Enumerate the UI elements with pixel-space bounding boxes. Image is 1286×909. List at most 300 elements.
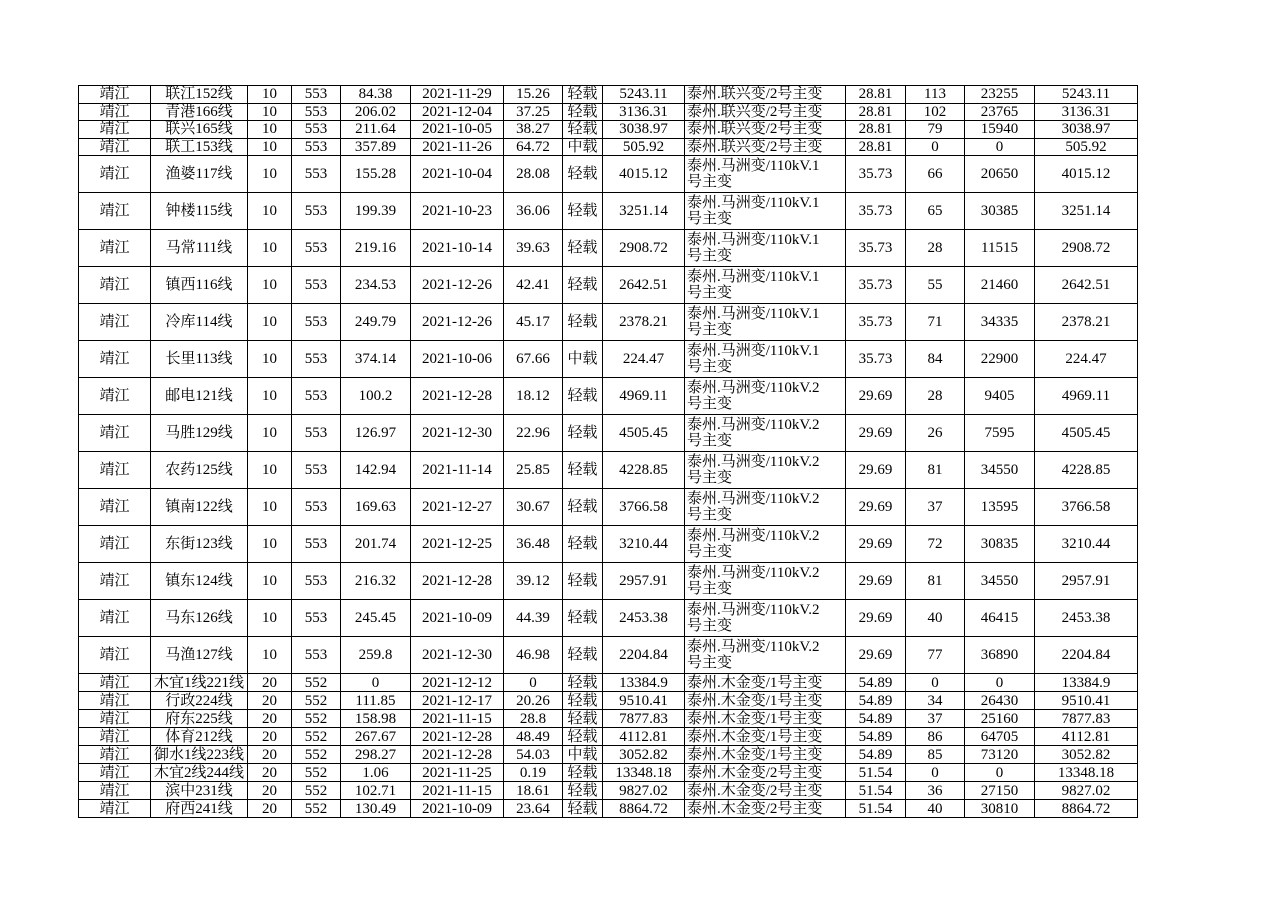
cell-value-1: 102.71 [341, 782, 411, 800]
cell-value-1: 374.14 [341, 341, 411, 378]
cell-value-1: 259.8 [341, 637, 411, 674]
cell-transformer: 泰州.马洲变/110kV.2号主变 [685, 526, 846, 563]
cell-rate: 18.12 [504, 378, 563, 415]
cell-load-status: 轻载 [563, 304, 603, 341]
cell-voltage: 10 [248, 452, 292, 489]
cell-transformer-rate: 29.69 [846, 563, 906, 600]
cell-value-1: 111.85 [341, 692, 411, 710]
cell-date: 2021-12-30 [411, 415, 504, 452]
cell-voltage: 10 [248, 600, 292, 637]
cell-feeder-name: 渔婆117线 [151, 156, 248, 193]
cell-count: 37 [906, 710, 965, 728]
cell-count: 28 [906, 378, 965, 415]
cell-load-status: 轻载 [563, 156, 603, 193]
cell-feeder-name: 马胜129线 [151, 415, 248, 452]
cell-voltage: 10 [248, 341, 292, 378]
cell-value-3: 23255 [965, 86, 1035, 104]
cell-transformer: 泰州.马洲变/110kV.1号主变 [685, 193, 846, 230]
cell-value-1: 130.49 [341, 800, 411, 818]
cell-load-status: 轻载 [563, 121, 603, 139]
table-row [79, 563, 1138, 600]
cell-voltage: 20 [248, 692, 292, 710]
data-table [78, 85, 1138, 818]
cell-transformer-rate: 51.54 [846, 764, 906, 782]
cell-region: 靖江 [79, 86, 151, 104]
cell-transformer: 泰州.马洲变/110kV.1号主变 [685, 304, 846, 341]
cell-transformer-rate: 28.81 [846, 103, 906, 121]
cell-date: 2021-10-06 [411, 341, 504, 378]
cell-feeder-name: 滨中231线 [151, 782, 248, 800]
cell-rate: 64.72 [504, 138, 563, 156]
cell-region: 靖江 [79, 121, 151, 139]
cell-date: 2021-11-26 [411, 138, 504, 156]
cell-feeder-name: 镇东124线 [151, 563, 248, 600]
cell-load-status: 轻载 [563, 230, 603, 267]
cell-rate: 67.66 [504, 341, 563, 378]
cell-count: 40 [906, 600, 965, 637]
table-row [79, 103, 1138, 121]
cell-value-1: 158.98 [341, 710, 411, 728]
cell-region: 靖江 [79, 193, 151, 230]
cell-value-2: 13348.18 [603, 764, 685, 782]
cell-date: 2021-12-25 [411, 526, 504, 563]
cell-transformer: 泰州.马洲变/110kV.1号主变 [685, 267, 846, 304]
cell-transformer-rate: 35.73 [846, 304, 906, 341]
cell-count: 77 [906, 637, 965, 674]
cell-value-4: 13384.9 [1035, 674, 1138, 692]
cell-region: 靖江 [79, 782, 151, 800]
cell-count: 81 [906, 452, 965, 489]
cell-count: 0 [906, 764, 965, 782]
cell-date: 2021-12-28 [411, 746, 504, 764]
cell-feeder-name: 马常111线 [151, 230, 248, 267]
cell-value-2: 3210.44 [603, 526, 685, 563]
cell-region: 靖江 [79, 415, 151, 452]
cell-code: 553 [292, 489, 341, 526]
cell-code: 553 [292, 452, 341, 489]
cell-region: 靖江 [79, 156, 151, 193]
cell-code: 552 [292, 764, 341, 782]
cell-date: 2021-10-23 [411, 193, 504, 230]
cell-value-3: 25160 [965, 710, 1035, 728]
cell-value-3: 46415 [965, 600, 1035, 637]
table-row [79, 156, 1138, 193]
cell-region: 靖江 [79, 138, 151, 156]
cell-value-4: 2642.51 [1035, 267, 1138, 304]
cell-transformer-rate: 35.73 [846, 193, 906, 230]
cell-value-2: 7877.83 [603, 710, 685, 728]
cell-rate: 23.64 [504, 800, 563, 818]
table-row [79, 800, 1138, 818]
cell-value-4: 8864.72 [1035, 800, 1138, 818]
cell-transformer: 泰州.马洲变/110kV.2号主变 [685, 452, 846, 489]
cell-code: 552 [292, 710, 341, 728]
cell-value-4: 505.92 [1035, 138, 1138, 156]
cell-load-status: 轻载 [563, 193, 603, 230]
table-row [79, 452, 1138, 489]
cell-value-4: 2908.72 [1035, 230, 1138, 267]
cell-transformer: 泰州.联兴变/2号主变 [685, 103, 846, 121]
cell-transformer: 泰州.木金变/2号主变 [685, 764, 846, 782]
cell-transformer-rate: 28.81 [846, 86, 906, 104]
cell-transformer: 泰州.联兴变/2号主变 [685, 86, 846, 104]
cell-value-3: 36890 [965, 637, 1035, 674]
cell-region: 靖江 [79, 526, 151, 563]
cell-date: 2021-10-14 [411, 230, 504, 267]
cell-region: 靖江 [79, 692, 151, 710]
cell-value-1: 298.27 [341, 746, 411, 764]
cell-value-4: 4015.12 [1035, 156, 1138, 193]
cell-value-3: 30835 [965, 526, 1035, 563]
cell-feeder-name: 联工153线 [151, 138, 248, 156]
cell-date: 2021-10-05 [411, 121, 504, 139]
cell-rate: 36.06 [504, 193, 563, 230]
cell-date: 2021-10-04 [411, 156, 504, 193]
cell-feeder-name: 东街123线 [151, 526, 248, 563]
cell-value-1: 245.45 [341, 600, 411, 637]
cell-value-1: 126.97 [341, 415, 411, 452]
cell-value-3: 21460 [965, 267, 1035, 304]
cell-date: 2021-12-28 [411, 563, 504, 600]
cell-code: 553 [292, 86, 341, 104]
cell-feeder-name: 联江152线 [151, 86, 248, 104]
cell-code: 553 [292, 526, 341, 563]
cell-value-2: 3052.82 [603, 746, 685, 764]
cell-count: 79 [906, 121, 965, 139]
cell-code: 553 [292, 304, 341, 341]
cell-code: 553 [292, 637, 341, 674]
cell-load-status: 轻载 [563, 637, 603, 674]
cell-rate: 30.67 [504, 489, 563, 526]
cell-load-status: 轻载 [563, 489, 603, 526]
cell-value-1: 219.16 [341, 230, 411, 267]
cell-value-3: 11515 [965, 230, 1035, 267]
cell-load-status: 轻载 [563, 563, 603, 600]
cell-date: 2021-11-14 [411, 452, 504, 489]
table-row [79, 526, 1138, 563]
table-row [79, 692, 1138, 710]
cell-value-4: 9827.02 [1035, 782, 1138, 800]
cell-region: 靖江 [79, 600, 151, 637]
cell-transformer: 泰州.马洲变/110kV.2号主变 [685, 378, 846, 415]
table-row [79, 86, 1138, 104]
cell-value-2: 2957.91 [603, 563, 685, 600]
cell-count: 55 [906, 267, 965, 304]
cell-value-3: 13595 [965, 489, 1035, 526]
cell-value-2: 4505.45 [603, 415, 685, 452]
cell-transformer: 泰州.木金变/1号主变 [685, 710, 846, 728]
cell-value-4: 4969.11 [1035, 378, 1138, 415]
cell-region: 靖江 [79, 452, 151, 489]
cell-value-1: 201.74 [341, 526, 411, 563]
cell-date: 2021-12-27 [411, 489, 504, 526]
cell-rate: 39.12 [504, 563, 563, 600]
cell-voltage: 10 [248, 193, 292, 230]
cell-value-1: 211.64 [341, 121, 411, 139]
cell-transformer: 泰州.马洲变/110kV.2号主变 [685, 637, 846, 674]
cell-code: 553 [292, 267, 341, 304]
cell-rate: 18.61 [504, 782, 563, 800]
cell-voltage: 10 [248, 378, 292, 415]
cell-region: 靖江 [79, 341, 151, 378]
cell-rate: 25.85 [504, 452, 563, 489]
cell-value-2: 4015.12 [603, 156, 685, 193]
cell-region: 靖江 [79, 267, 151, 304]
cell-load-status: 中载 [563, 341, 603, 378]
cell-value-2: 2453.38 [603, 600, 685, 637]
table-row [79, 341, 1138, 378]
cell-value-1: 216.32 [341, 563, 411, 600]
cell-transformer-rate: 54.89 [846, 746, 906, 764]
cell-value-3: 20650 [965, 156, 1035, 193]
cell-count: 66 [906, 156, 965, 193]
cell-value-3: 30385 [965, 193, 1035, 230]
cell-voltage: 10 [248, 489, 292, 526]
cell-feeder-name: 邮电121线 [151, 378, 248, 415]
cell-region: 靖江 [79, 304, 151, 341]
cell-value-1: 357.89 [341, 138, 411, 156]
cell-rate: 28.8 [504, 710, 563, 728]
cell-voltage: 10 [248, 156, 292, 193]
cell-region: 靖江 [79, 710, 151, 728]
cell-value-1: 142.94 [341, 452, 411, 489]
cell-feeder-name: 长里113线 [151, 341, 248, 378]
cell-value-2: 9510.41 [603, 692, 685, 710]
cell-code: 553 [292, 121, 341, 139]
cell-voltage: 10 [248, 563, 292, 600]
cell-region: 靖江 [79, 764, 151, 782]
cell-value-3: 26430 [965, 692, 1035, 710]
cell-region: 靖江 [79, 103, 151, 121]
cell-load-status: 轻载 [563, 600, 603, 637]
cell-transformer-rate: 29.69 [846, 415, 906, 452]
cell-code: 552 [292, 692, 341, 710]
cell-rate: 20.26 [504, 692, 563, 710]
cell-value-4: 4505.45 [1035, 415, 1138, 452]
cell-transformer-rate: 28.81 [846, 138, 906, 156]
cell-transformer-rate: 51.54 [846, 800, 906, 818]
cell-value-2: 2204.84 [603, 637, 685, 674]
cell-count: 0 [906, 138, 965, 156]
cell-feeder-name: 府西241线 [151, 800, 248, 818]
cell-transformer: 泰州.木金变/2号主变 [685, 800, 846, 818]
table-row [79, 746, 1138, 764]
cell-code: 552 [292, 728, 341, 746]
cell-voltage: 20 [248, 746, 292, 764]
cell-voltage: 10 [248, 267, 292, 304]
cell-date: 2021-12-17 [411, 692, 504, 710]
cell-code: 553 [292, 138, 341, 156]
cell-value-3: 0 [965, 674, 1035, 692]
cell-transformer-rate: 51.54 [846, 782, 906, 800]
cell-region: 靖江 [79, 800, 151, 818]
cell-value-1: 155.28 [341, 156, 411, 193]
cell-feeder-name: 冷库114线 [151, 304, 248, 341]
cell-transformer: 泰州.马洲变/110kV.1号主变 [685, 230, 846, 267]
cell-value-2: 3038.97 [603, 121, 685, 139]
cell-transformer: 泰州.马洲变/110kV.2号主变 [685, 563, 846, 600]
cell-rate: 37.25 [504, 103, 563, 121]
table-row [79, 121, 1138, 139]
table-row [79, 637, 1138, 674]
cell-value-1: 234.53 [341, 267, 411, 304]
cell-value-4: 224.47 [1035, 341, 1138, 378]
cell-value-3: 15940 [965, 121, 1035, 139]
cell-value-1: 0 [341, 674, 411, 692]
cell-rate: 15.26 [504, 86, 563, 104]
cell-code: 553 [292, 600, 341, 637]
cell-region: 靖江 [79, 563, 151, 600]
cell-count: 81 [906, 563, 965, 600]
cell-count: 36 [906, 782, 965, 800]
cell-value-1: 206.02 [341, 103, 411, 121]
cell-value-2: 9827.02 [603, 782, 685, 800]
cell-feeder-name: 御水1线223线 [151, 746, 248, 764]
cell-rate: 44.39 [504, 600, 563, 637]
cell-value-4: 9510.41 [1035, 692, 1138, 710]
cell-rate: 45.17 [504, 304, 563, 341]
cell-value-2: 2378.21 [603, 304, 685, 341]
cell-value-3: 23765 [965, 103, 1035, 121]
cell-value-4: 2204.84 [1035, 637, 1138, 674]
cell-value-2: 2908.72 [603, 230, 685, 267]
cell-voltage: 10 [248, 86, 292, 104]
cell-value-4: 4112.81 [1035, 728, 1138, 746]
cell-date: 2021-12-28 [411, 728, 504, 746]
cell-transformer: 泰州.联兴变/2号主变 [685, 138, 846, 156]
cell-value-4: 7877.83 [1035, 710, 1138, 728]
cell-load-status: 轻载 [563, 415, 603, 452]
cell-count: 26 [906, 415, 965, 452]
cell-value-2: 4969.11 [603, 378, 685, 415]
table-row [79, 600, 1138, 637]
cell-value-4: 2957.91 [1035, 563, 1138, 600]
cell-value-2: 3136.31 [603, 103, 685, 121]
cell-code: 552 [292, 674, 341, 692]
cell-code: 553 [292, 378, 341, 415]
cell-value-1: 249.79 [341, 304, 411, 341]
cell-rate: 42.41 [504, 267, 563, 304]
cell-transformer: 泰州.马洲变/110kV.2号主变 [685, 600, 846, 637]
cell-transformer: 泰州.联兴变/2号主变 [685, 121, 846, 139]
cell-transformer: 泰州.马洲变/110kV.1号主变 [685, 156, 846, 193]
cell-load-status: 轻载 [563, 526, 603, 563]
cell-value-1: 1.06 [341, 764, 411, 782]
cell-value-2: 505.92 [603, 138, 685, 156]
cell-region: 靖江 [79, 378, 151, 415]
cell-date: 2021-12-04 [411, 103, 504, 121]
cell-value-4: 2378.21 [1035, 304, 1138, 341]
cell-transformer: 泰州.木金变/2号主变 [685, 782, 846, 800]
cell-region: 靖江 [79, 637, 151, 674]
cell-transformer-rate: 29.69 [846, 526, 906, 563]
cell-date: 2021-11-15 [411, 710, 504, 728]
table-row [79, 782, 1138, 800]
cell-load-status: 轻载 [563, 674, 603, 692]
cell-voltage: 10 [248, 138, 292, 156]
table-row [79, 764, 1138, 782]
cell-count: 34 [906, 692, 965, 710]
cell-voltage: 10 [248, 304, 292, 341]
table-row [79, 415, 1138, 452]
cell-feeder-name: 府东225线 [151, 710, 248, 728]
cell-transformer-rate: 29.69 [846, 378, 906, 415]
cell-code: 552 [292, 782, 341, 800]
cell-feeder-name: 体育212线 [151, 728, 248, 746]
cell-value-3: 30810 [965, 800, 1035, 818]
cell-load-status: 轻载 [563, 86, 603, 104]
cell-rate: 46.98 [504, 637, 563, 674]
cell-voltage: 20 [248, 728, 292, 746]
cell-value-4: 3766.58 [1035, 489, 1138, 526]
cell-value-2: 13384.9 [603, 674, 685, 692]
cell-date: 2021-12-26 [411, 304, 504, 341]
table-row [79, 674, 1138, 692]
cell-value-3: 34550 [965, 452, 1035, 489]
cell-code: 552 [292, 800, 341, 818]
cell-load-status: 中载 [563, 138, 603, 156]
cell-value-2: 224.47 [603, 341, 685, 378]
cell-date: 2021-11-25 [411, 764, 504, 782]
cell-transformer: 泰州.马洲变/110kV.2号主变 [685, 489, 846, 526]
cell-value-3: 73120 [965, 746, 1035, 764]
cell-value-4: 2453.38 [1035, 600, 1138, 637]
table-row [79, 710, 1138, 728]
cell-value-1: 169.63 [341, 489, 411, 526]
cell-load-status: 轻载 [563, 452, 603, 489]
cell-rate: 0.19 [504, 764, 563, 782]
cell-feeder-name: 木宜1线221线 [151, 674, 248, 692]
cell-transformer-rate: 54.89 [846, 692, 906, 710]
table-body [79, 86, 1138, 818]
cell-feeder-name: 农药125线 [151, 452, 248, 489]
cell-value-4: 3251.14 [1035, 193, 1138, 230]
cell-voltage: 20 [248, 674, 292, 692]
cell-value-3: 0 [965, 138, 1035, 156]
cell-value-4: 4228.85 [1035, 452, 1138, 489]
cell-transformer: 泰州.木金变/1号主变 [685, 746, 846, 764]
cell-value-3: 7595 [965, 415, 1035, 452]
cell-transformer-rate: 29.69 [846, 452, 906, 489]
cell-date: 2021-10-09 [411, 600, 504, 637]
cell-voltage: 10 [248, 415, 292, 452]
cell-load-status: 轻载 [563, 692, 603, 710]
cell-value-2: 3766.58 [603, 489, 685, 526]
cell-value-1: 84.38 [341, 86, 411, 104]
cell-voltage: 10 [248, 637, 292, 674]
cell-code: 552 [292, 746, 341, 764]
cell-load-status: 轻载 [563, 800, 603, 818]
cell-value-2: 2642.51 [603, 267, 685, 304]
cell-voltage: 20 [248, 800, 292, 818]
cell-value-1: 199.39 [341, 193, 411, 230]
cell-value-4: 5243.11 [1035, 86, 1138, 104]
cell-load-status: 中载 [563, 746, 603, 764]
cell-region: 靖江 [79, 230, 151, 267]
cell-value-3: 0 [965, 764, 1035, 782]
cell-value-4: 3210.44 [1035, 526, 1138, 563]
cell-voltage: 20 [248, 782, 292, 800]
cell-value-1: 100.2 [341, 378, 411, 415]
cell-rate: 39.63 [504, 230, 563, 267]
cell-feeder-name: 青港166线 [151, 103, 248, 121]
cell-rate: 0 [504, 674, 563, 692]
cell-count: 85 [906, 746, 965, 764]
cell-transformer-rate: 35.73 [846, 341, 906, 378]
cell-region: 靖江 [79, 489, 151, 526]
cell-feeder-name: 联兴165线 [151, 121, 248, 139]
cell-transformer-rate: 35.73 [846, 156, 906, 193]
